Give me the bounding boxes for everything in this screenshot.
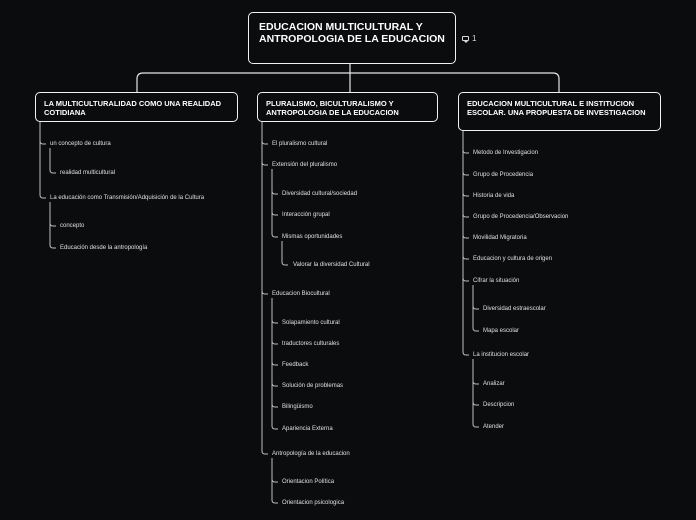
notes-count: 1 <box>472 34 477 43</box>
subtopic-metodo-investigacion[interactable]: Metodo de Investigacion <box>473 150 539 156</box>
subtopic-educacion-transmision[interactable]: La educación como Transmisión/Adquisición de la Cultura <box>50 195 205 201</box>
tree-connector <box>272 169 278 237</box>
root-connectors <box>137 64 559 92</box>
tree-connector <box>463 131 469 355</box>
subtopic-pluralismo-cultural[interactable]: El pluralismo cultural <box>272 141 328 147</box>
tree-connectors <box>40 122 479 503</box>
comment-icon <box>462 36 469 41</box>
subtopic-solapamiento[interactable]: Solapamiento cultural <box>282 320 340 326</box>
subtopic-educacion-cultura-origen[interactable]: Educacion y cultura de origen <box>473 256 553 262</box>
tree-connector <box>282 241 288 265</box>
tree-connector <box>50 202 56 248</box>
subtopic-realidad-multicultural[interactable]: realidad multicultural <box>60 170 116 176</box>
tree-connector <box>50 148 56 173</box>
tree-connector <box>272 458 278 503</box>
subtopic-antropologia-educacion[interactable]: Antropología de la educacion <box>272 451 350 457</box>
subtopic-educacion-antropologia[interactable]: Educación desde la antropología <box>60 245 148 251</box>
topic-title: PLURALISMO, BICULTURALISMO Y ANTROPOLOGIA DE LA EDUCACION <box>266 99 399 117</box>
subtopic-orientacion-politica[interactable]: Orientacion Política <box>282 479 335 485</box>
subtopic-orientacion-psicologica[interactable]: Orientacion psicologica <box>282 500 345 506</box>
subtopic-grupo-observacion[interactable]: Grupo de Procedencia/Observacion <box>473 214 569 220</box>
subtopic-institucion-escolar[interactable]: La institucion escolar <box>473 352 530 358</box>
tree-connector <box>40 122 46 198</box>
root-to-branch-connector <box>137 64 559 92</box>
subtopic-bilinguismo[interactable]: Bilingüismo <box>282 404 313 410</box>
subtopic-analizar[interactable]: Analizar <box>483 381 505 387</box>
tree-connector <box>473 285 479 331</box>
subtopic-traductores[interactable]: traductores culturales <box>282 341 340 347</box>
subtopic-concepto[interactable]: concepto <box>60 223 85 229</box>
topic-title: EDUCACION MULTICULTURAL E INSTITUCION ESCOLAR. UNA PROPUESTA DE INVESTIGACION <box>467 99 646 117</box>
topic-multiculturalidad[interactable] <box>35 92 238 122</box>
topic-educacion-multicultural[interactable] <box>458 92 661 131</box>
central-topic-title: EDUCACION MULTICULTURAL Y ANTROPOLOGIA DE LA EDUCACION <box>259 21 445 45</box>
subtopic-feedback[interactable]: Feedback <box>282 362 309 368</box>
subtopic-solucion-problemas[interactable]: Solución de problemas <box>282 383 344 389</box>
topic-pluralismo[interactable] <box>257 92 438 122</box>
subtopic-grupo-procedencia[interactable]: Grupo de Procedencia <box>473 172 534 178</box>
subtopic-apariencia-externa[interactable]: Apariencia Externa <box>282 426 333 432</box>
tree-connector <box>473 359 479 427</box>
subtopic-educacion-biocultural[interactable]: Educacion Biocultural <box>272 291 330 297</box>
subtopic-historia-vida[interactable]: Historia de vida <box>473 193 515 199</box>
subtopic-valorar-diversidad[interactable]: Valorar la diversidad Cultural <box>293 262 370 268</box>
subtopic-mapa-escolar[interactable]: Mapa escolar <box>483 328 520 334</box>
subtopic-mismas-oportunidades[interactable]: Mismas oportunidades <box>282 234 343 240</box>
subtopic-concepto-cultura[interactable]: un concepto de cultura <box>50 141 111 147</box>
subtopic-movilidad-migratoria[interactable]: Movilidad Migratoria <box>473 235 527 241</box>
tree-connector <box>262 122 268 454</box>
subtopic-diversidad-estraescolar[interactable]: Diversidad estraescolar <box>483 306 546 312</box>
topic-title: LA MULTICULTURALIDAD COMO UNA REALIDAD COTIDIANA <box>44 99 222 117</box>
subtopic-descripcion[interactable]: Descripcion <box>483 402 515 408</box>
central-topic[interactable] <box>248 12 456 64</box>
tree-connector <box>272 298 278 429</box>
subtopic-interaccion-grupal[interactable]: Interacción grupal <box>282 212 330 218</box>
notes-badge[interactable] <box>462 34 476 43</box>
subtopic-cifrar-situacion[interactable]: Cifrar la situación <box>473 278 520 284</box>
subtopic-diversidad-cultural[interactable]: Diversidad cultural/sociedad <box>282 191 358 197</box>
subtopic-atender[interactable]: Atender <box>483 424 505 430</box>
subtopic-extension-pluralismo[interactable]: Extensión del pluralismo <box>272 162 338 168</box>
